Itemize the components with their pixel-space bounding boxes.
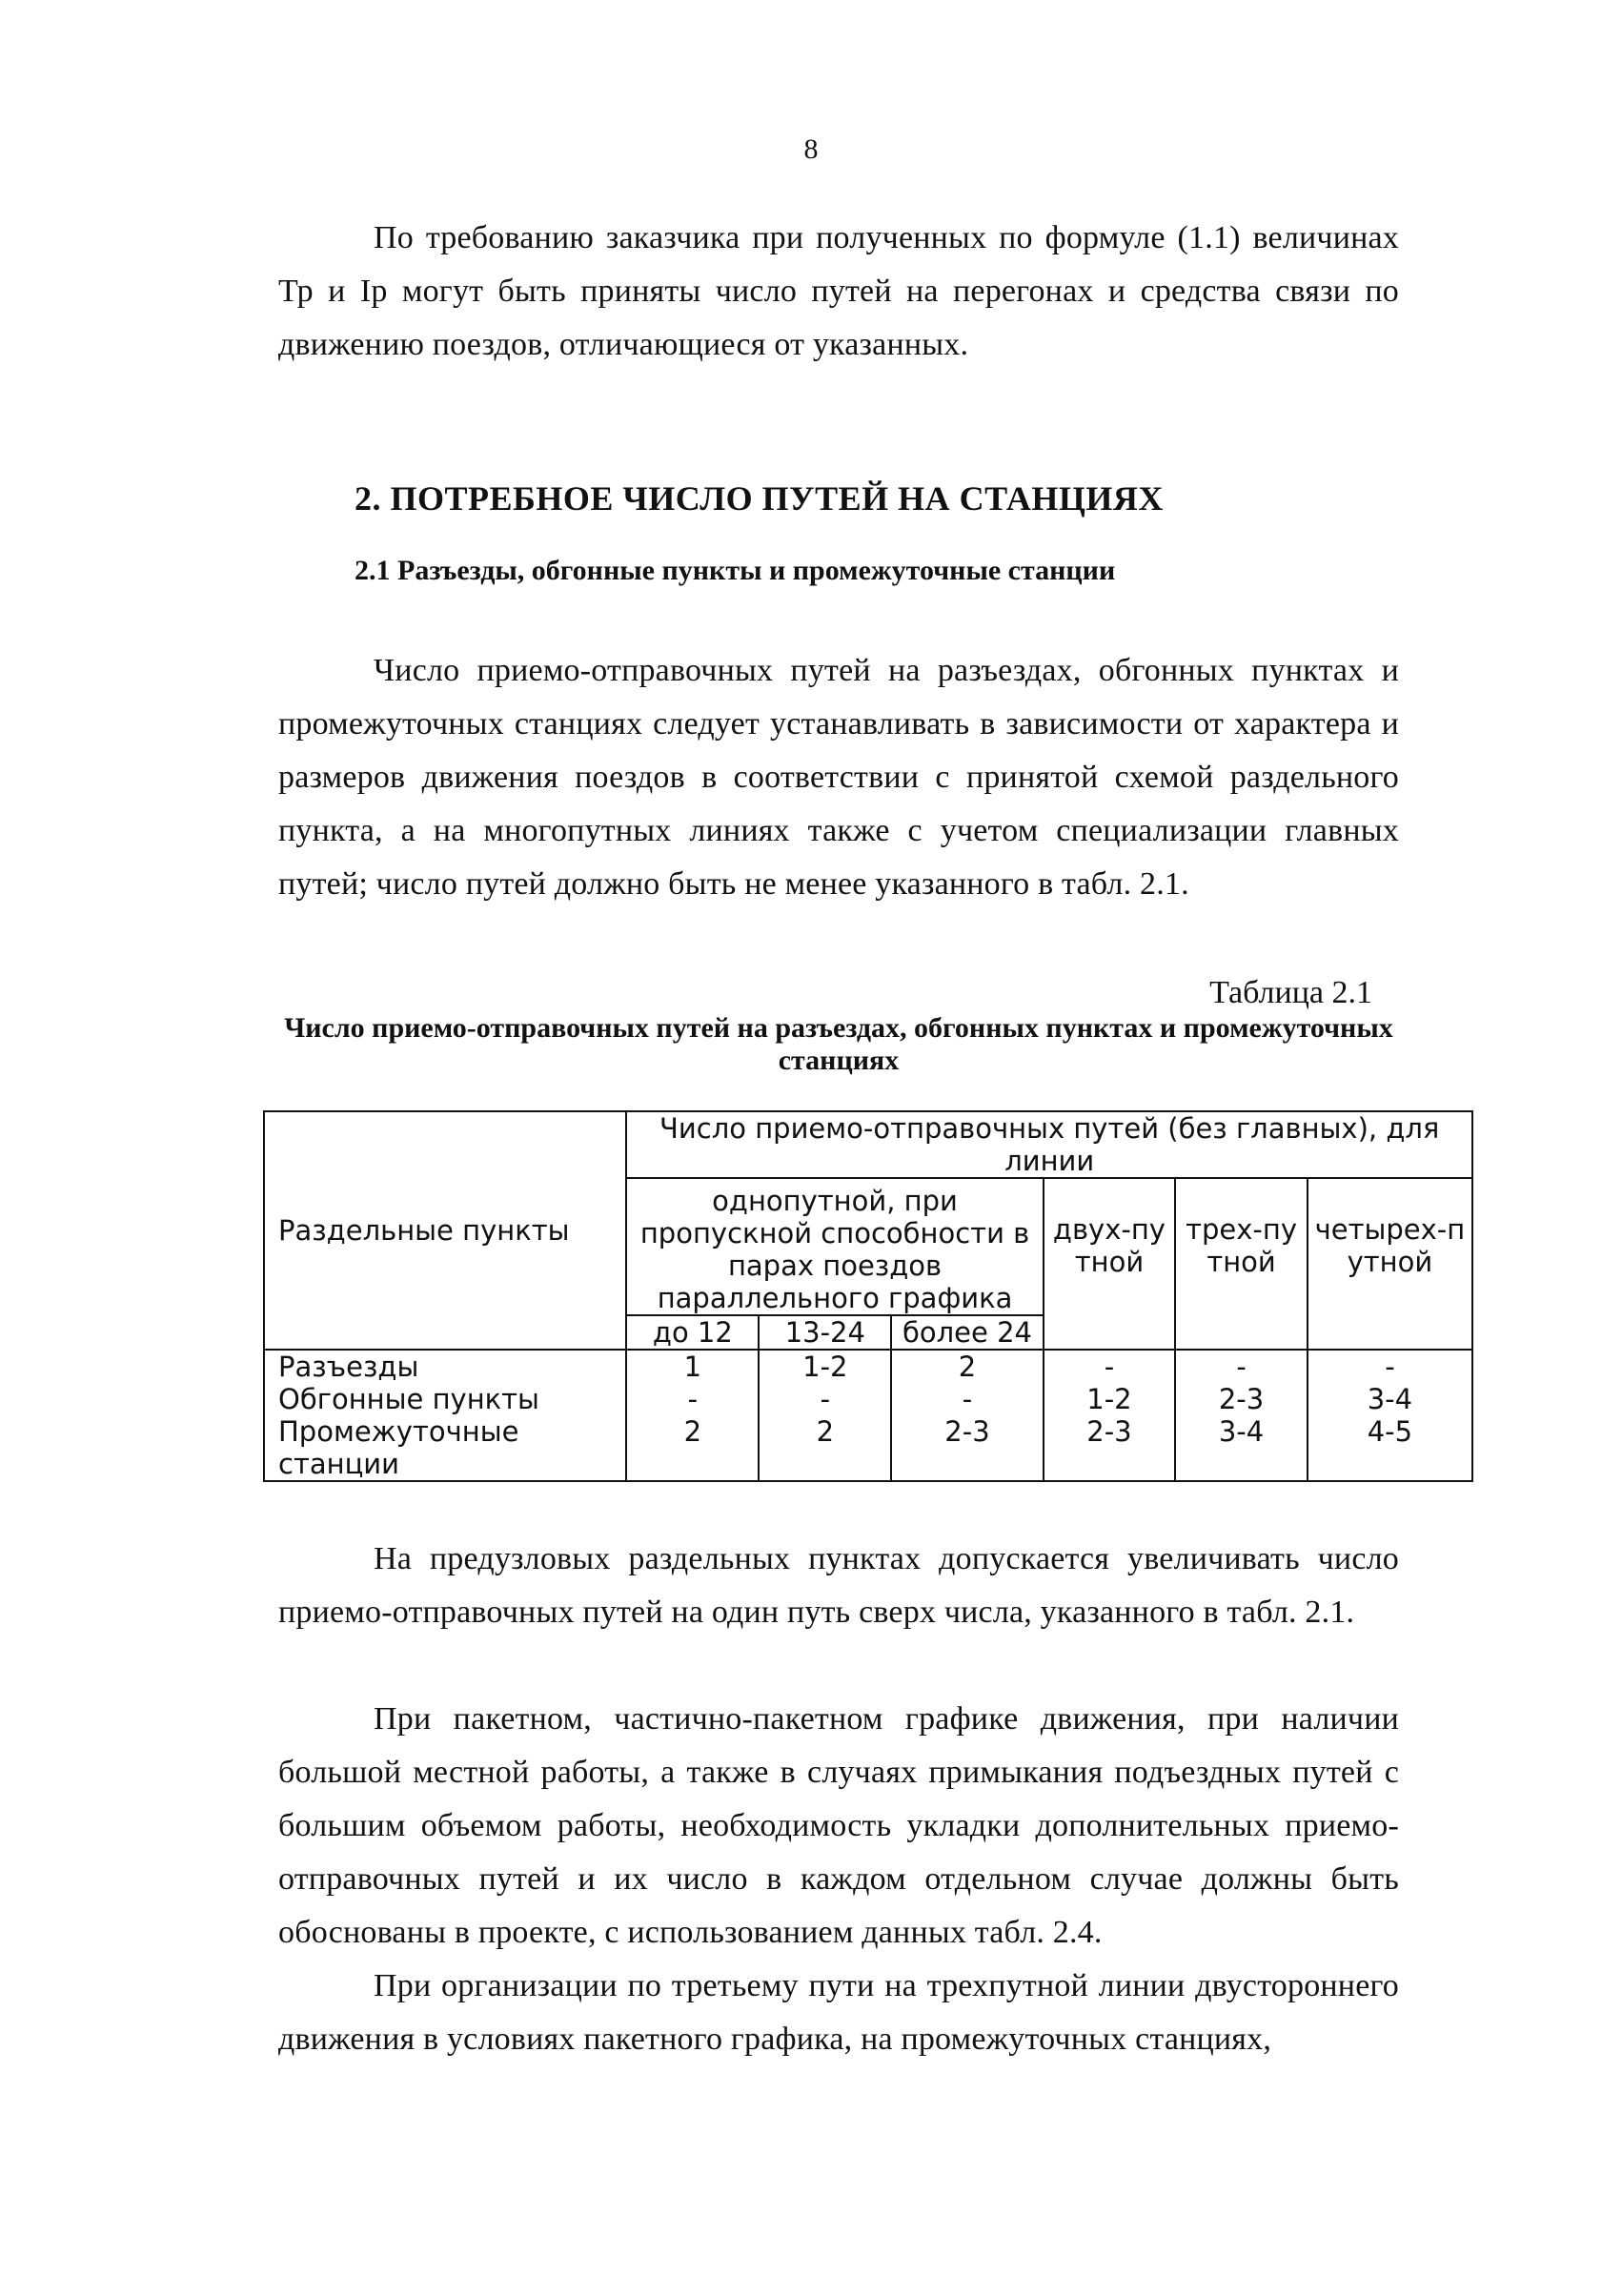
table-cell: 2-3: [1175, 1383, 1308, 1415]
double-track-header: двух-путной: [1044, 1178, 1176, 1350]
table-cell: -: [1308, 1350, 1472, 1383]
tracks-table: [263, 1110, 1473, 1482]
paragraph-after-3: При организации по третьему пути на трехпутной линии двустороннего движения в условиях пакетного графика, на промежуточных станциях,: [278, 1968, 1399, 2057]
intro-paragraph: По требованию заказчика при полученных по формуле (1.1) величинах Тр и Iр могут быть приняты число путей на перегонах и средства связи по движению поездов, отличающиеся от указанных.: [278, 220, 1399, 362]
single-track-header: однопутной, при пропускной способности в парах поездов параллельного графика: [626, 1178, 1043, 1315]
stub-header: Раздельные пункты: [264, 1111, 626, 1350]
subsection-title: 2.1 Разъезды, обгонные пункты и промежуточные станции: [355, 555, 1116, 586]
triple-track-header: трех-путной: [1175, 1178, 1308, 1350]
table-cell: -: [1175, 1350, 1308, 1383]
table-cell: 2: [759, 1415, 891, 1481]
table-cell: 1: [626, 1350, 759, 1383]
sub-header-13-24: 13-24: [759, 1315, 891, 1350]
sub-header-up-to-12: до 12: [626, 1315, 759, 1350]
row-name: Обгонные пункты: [264, 1383, 626, 1415]
table-cell: 2: [626, 1415, 759, 1481]
quad-track-header: четырех-путной: [1308, 1178, 1472, 1350]
paragraph-after-1: На предузловых раздельных пунктах допускается увеличивать число приемо-отправочных путей на один путь сверх числа, указанного в табл. 2.1.: [278, 1541, 1399, 1630]
table-cell: 3-4: [1308, 1383, 1472, 1415]
row-name: Промежуточные станции: [264, 1415, 626, 1481]
sub-header-over-24: более 24: [891, 1315, 1043, 1350]
table-cell: -: [1044, 1350, 1176, 1383]
table-cell: 2-3: [891, 1415, 1043, 1481]
table-cell: 2-3: [1044, 1415, 1176, 1481]
table-cell: -: [759, 1383, 891, 1415]
table-cell: 2: [891, 1350, 1043, 1383]
table-cell: -: [626, 1383, 759, 1415]
page-number: 8: [803, 133, 819, 165]
table-cell: 1-2: [1044, 1383, 1176, 1415]
table-title: Число приемо-отправочных путей на разъездах, обгонных пунктах и промежуточных станциях: [284, 1012, 1393, 1076]
table-cell: -: [891, 1383, 1043, 1415]
paragraph-after-2: При пакетном, частично-пакетном графике движения, при наличии большой местной работы, а также в случаях примыкания подъездных путей с большим объемом работы, необходимость укладки дополнительных приемо-отправочных путей и их число в каждом отдельном случае должны быть обоснованы в проекте, с использованием данных табл. 2.4.: [278, 1701, 1399, 1950]
section-title: 2. ПОТРЕБНОЕ ЧИСЛО ПУТЕЙ НА СТАНЦИЯХ: [355, 479, 1164, 518]
section-paragraph: Число приемо-отправочных путей на разъездах, обгонных пунктах и промежуточных станциях следует устанавливать в зависимости от характера и размеров движения поездов в соответствии с принятой схемой раздельного пункта, а на многопутных линиях также с учетом специализации главных путей; число путей должно быть не менее указанного в табл. 2.1.: [278, 653, 1399, 902]
table-cell: 1-2: [759, 1350, 891, 1383]
group-header: Число приемо-отправочных путей (без главных), для линии: [626, 1111, 1472, 1178]
table-cell: 4-5: [1308, 1415, 1472, 1481]
row-name: Разъезды: [264, 1350, 626, 1383]
table-cell: 3-4: [1175, 1415, 1308, 1481]
table-label: Таблица 2.1: [1209, 975, 1372, 1010]
